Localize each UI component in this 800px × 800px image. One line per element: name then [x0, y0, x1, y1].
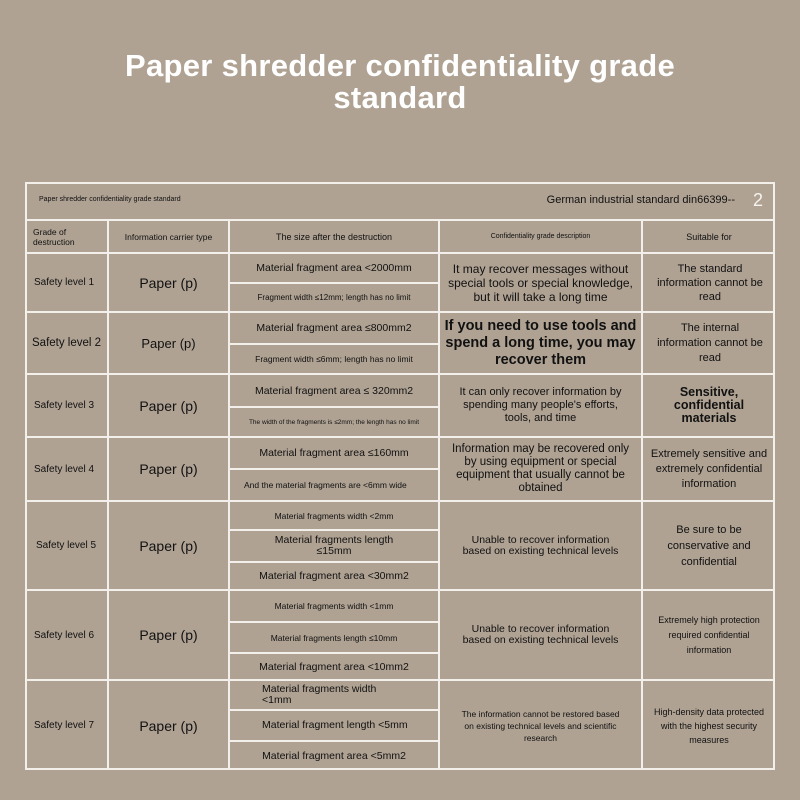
size-cell: Material fragments width <2mm: [274, 510, 394, 521]
size-cell: Fragment width ≤12mm; length has no limit: [257, 293, 411, 302]
suitable-cell: Sensitive, confidential materials: [673, 385, 745, 425]
size-cell: Material fragment area <5mm2: [262, 750, 406, 762]
carrier-cell: Paper (p): [141, 335, 196, 351]
page-title-line-2: standard: [333, 80, 467, 115]
level-cell: Safety level 1: [34, 277, 95, 288]
carrier-cell: Paper (p): [139, 397, 198, 414]
level-cell: Safety level 4: [34, 463, 95, 475]
table-caption-left: Paper shredder confidentiality grade standard: [39, 196, 181, 203]
size-cell: Material fragment area <2000mm: [256, 262, 412, 274]
description-cell: It may recover messages without special tools or special knowledge, but it will take a long time: [448, 261, 633, 304]
header-size: The size after the destruction: [275, 231, 393, 242]
description-cell: Unable to recover information based on existing technical levels: [462, 623, 619, 646]
suitable-cell: High-density data protected with the highest security measures: [653, 706, 765, 745]
size-cell: Material fragments length ≤10mm: [270, 632, 398, 643]
size-cell: Material fragments width <1mm: [274, 601, 394, 611]
page-title: [0, 50, 800, 114]
suitable-cell: The internal information cannot be read: [657, 321, 763, 364]
carrier-cell: Paper (p): [139, 274, 198, 291]
description-cell: If you need to use tools and spend a long time, you may recover them: [444, 317, 637, 368]
suitable-cell: Be sure to be conservative and confidential: [667, 523, 751, 568]
level-cell: Safety level 7: [34, 720, 95, 731]
size-cell: Material fragment area <30mm2: [259, 570, 409, 582]
carrier-cell: Paper (p): [139, 627, 198, 643]
size-cell: Material fragments length ≤15mm: [274, 534, 394, 557]
level-cell: Safety level 5: [36, 540, 97, 551]
suitable-cell: The standard information cannot be read: [657, 262, 763, 303]
carrier-cell: Paper (p): [139, 717, 198, 734]
header-carrier: Information carrier type: [124, 231, 213, 242]
header-description: Confidentiality grade description: [490, 233, 591, 240]
table-caption-right: German industrial standard din66399--: [546, 194, 735, 206]
header-grade: Grade of destruction: [33, 226, 75, 247]
size-cell: Material fragment area ≤ 320mm2: [254, 384, 414, 397]
level-cell: Safety level 6: [34, 629, 95, 641]
suitable-cell: Extremely high protection required confidential information: [658, 614, 760, 655]
size-cell: Material fragment area ≤800mm2: [256, 322, 412, 334]
standard-table: [25, 182, 775, 770]
size-cell: The width of the fragments is ≤2mm; the length has no limit: [248, 418, 420, 426]
size-cell: Material fragment length <5mm: [262, 719, 408, 731]
page-number: 2: [752, 190, 763, 210]
page-title-line-1: Paper shredder confidentiality grade: [125, 48, 675, 83]
suitable-cell: Extremely sensitive and extremely confidential information: [650, 447, 768, 490]
description-cell: Information may be recovered only by using equipment or special equipment that usually cannot be obtained: [451, 443, 630, 494]
size-cell: Fragment width ≤6mm; length has no limit: [255, 354, 413, 364]
level-cell: Safety level 3: [34, 400, 95, 411]
description-cell: It can only recover information by spending many people's efforts, tools, and time: [459, 386, 622, 424]
carrier-cell: Paper (p): [139, 461, 198, 477]
description-cell: The information cannot be restored based on existing technical levels and scientific research: [461, 708, 620, 743]
level-cell: Safety level 2: [32, 337, 102, 349]
header-suitable: Suitable for: [686, 231, 732, 242]
description-cell: Unable to recover information based on existing technical levels: [462, 533, 619, 557]
size-cell: And the material fragments are <6mm wide: [244, 480, 407, 490]
size-cell: Material fragment area <10mm2: [259, 660, 409, 673]
size-cell: Material fragments width <1mm: [262, 683, 377, 706]
carrier-cell: Paper (p): [139, 537, 198, 554]
size-cell: Material fragment area ≤160mm: [259, 447, 409, 459]
